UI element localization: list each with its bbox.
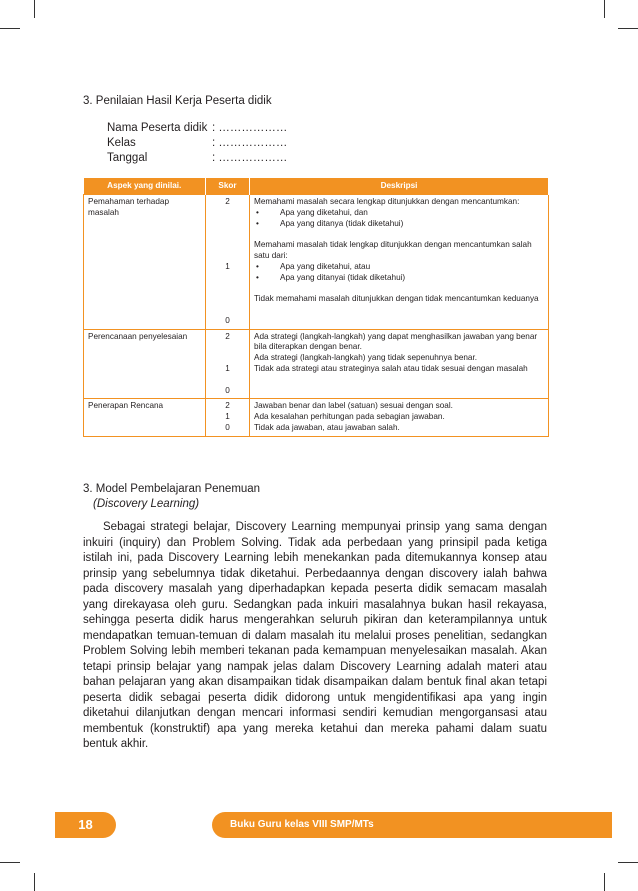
score-cell: [206, 399, 250, 436]
score-cell: [206, 329, 250, 399]
crop-mark: [604, 873, 605, 891]
description-cell: [250, 399, 549, 436]
crop-mark: [618, 28, 638, 29]
score-value: 0: [225, 315, 230, 325]
crop-mark: [0, 28, 20, 29]
aspect-cell: Pemahaman terhadap masalah: [84, 195, 206, 330]
crop-mark: [618, 862, 638, 863]
info-value: : ………………: [212, 122, 288, 134]
score-value: 0: [225, 422, 230, 432]
score-value: 0: [225, 385, 230, 395]
model-title: 3. Model Pembelajaran Penemuan: [83, 483, 261, 495]
page-number: 18: [55, 812, 116, 838]
bullet-item: • Apa yang diketahui, dan: [254, 208, 544, 219]
aspect-cell: Perencanaan penyelesaian: [84, 329, 206, 399]
score-value: 2: [225, 197, 230, 206]
description-text: Memahami masalah tidak lengkap ditunjukkan dengan mencantumkan salah satu dari:: [254, 240, 532, 260]
body-paragraph: Sebagai strategi belajar, Discovery Learning mempunyai prinsip yang sama dengan inkuiri (inquiry) dan Problem Solving. Tidak ada perbedaan yang prinsipil pada ketiga istilah ini, pada Discovery Learning lebih menekankan pada ditemukannya konsep atau prinsip yang sebelumnya tidak diketahui. Perbedaannya dengan discovery ialah bahwa pada discovery masalah yang diperhadapkan kepada peserta didik semacam masalah yang direkayasa oleh guru. Sedangkan pada inkuiri masalahnya bukan hasil rekayasa, sehingga peserta didik harus mengerahkan seluruh pikiran dan keterampilannya untuk mendapatkan temuan-temuan di dalam masalah itu melalui proses penelitian, sedangkan Problem Solving lebih memberi tekanan pada kemampuan menyelesaikan masalah. Akan tetapi prinsip belajar yang nampak jelas dalam Discovery Learning adalah materi atau bahan pelajaran yang akan disampaikan tidak disampaikan dalam bentuk final akan tetapi peserta didik sebagai peserta didik didorong untuk mengidentifikasi apa yang ingin diketahui dilanjutkan dengan mencari informasi sendiri kemudian mengorgansasi atau membentuk (konstruktif) apa yang mereka ketahui dan mereka pahami dalam suatu bentuk akhir.: [83, 521, 547, 750]
info-class-row: [107, 136, 287, 150]
score-value: 2: [225, 331, 230, 341]
crop-mark: [34, 0, 35, 18]
info-name-row: [107, 121, 287, 135]
crop-mark: [0, 862, 20, 863]
description-text: Ada strategi (langkah-langkah) yang dapat menghasilkan jawaban yang benar bila diterapkan dengan benar.: [254, 331, 538, 352]
description-text: Tidak ada jawaban, atau jawaban salah.: [254, 422, 400, 432]
description-text: Tidak memahami masalah ditunjukkan dengan tidak mencantumkan keduanya: [254, 294, 539, 304]
table-row: [84, 329, 549, 399]
score-value: 1: [225, 261, 230, 271]
info-value: : ………………: [212, 137, 288, 149]
model-heading: [83, 482, 260, 512]
info-label: Kelas: [107, 137, 136, 149]
description-cell: [250, 329, 549, 399]
header-aspect: Aspek yang dinilai.: [84, 178, 206, 195]
info-label: Tanggal: [107, 152, 148, 164]
score-value: 1: [225, 412, 230, 422]
info-date-row: [107, 151, 287, 165]
info-value: : ………………: [212, 152, 288, 164]
description-text: Tidak ada strategi atau strateginya salah atau tidak sesuai dengan masalah: [254, 363, 528, 373]
bullet-item: • Apa yang diketahui, atau: [254, 262, 544, 273]
crop-mark: [34, 873, 35, 891]
footer-book-title: Buku Guru kelas VIII SMP/MTs: [212, 812, 612, 838]
description-cell: [250, 195, 549, 330]
aspect-cell: Penerapan Rencana: [84, 399, 206, 436]
table-row: [84, 399, 549, 436]
description-text: Ada strategi (langkah-langkah) yang tidak sepenuhnya benar.: [254, 353, 478, 363]
score-value: 1: [225, 363, 230, 373]
crop-mark: [604, 0, 605, 18]
bullet-item: • Apa yang ditanya (tidak diketahui): [254, 219, 544, 230]
description-text: Ada kesalahan perhitungan pada sebagian jawaban.: [254, 412, 445, 422]
assessment-table: [83, 178, 549, 437]
header-description: Deskripsi: [250, 178, 549, 195]
description-text: Jawaban benar dan label (satuan) sesuai dengan soal.: [254, 401, 453, 411]
info-label: Nama Peserta didik: [107, 122, 208, 134]
model-subtitle: (Discovery Learning): [93, 498, 200, 510]
table-row: [84, 195, 549, 330]
bullet-item: • Apa yang ditanyai (tidak diketahui): [254, 273, 544, 284]
score-value: 2: [225, 401, 230, 411]
score-cell: [206, 195, 250, 330]
header-score: Skor: [206, 178, 250, 195]
description-text: Memahami masalah secara lengkap ditunjukkan dengan mencantumkan:: [254, 197, 520, 206]
section-title: 3. Penilaian Hasil Kerja Peserta didik: [83, 95, 272, 107]
table-header-row: [84, 178, 549, 195]
